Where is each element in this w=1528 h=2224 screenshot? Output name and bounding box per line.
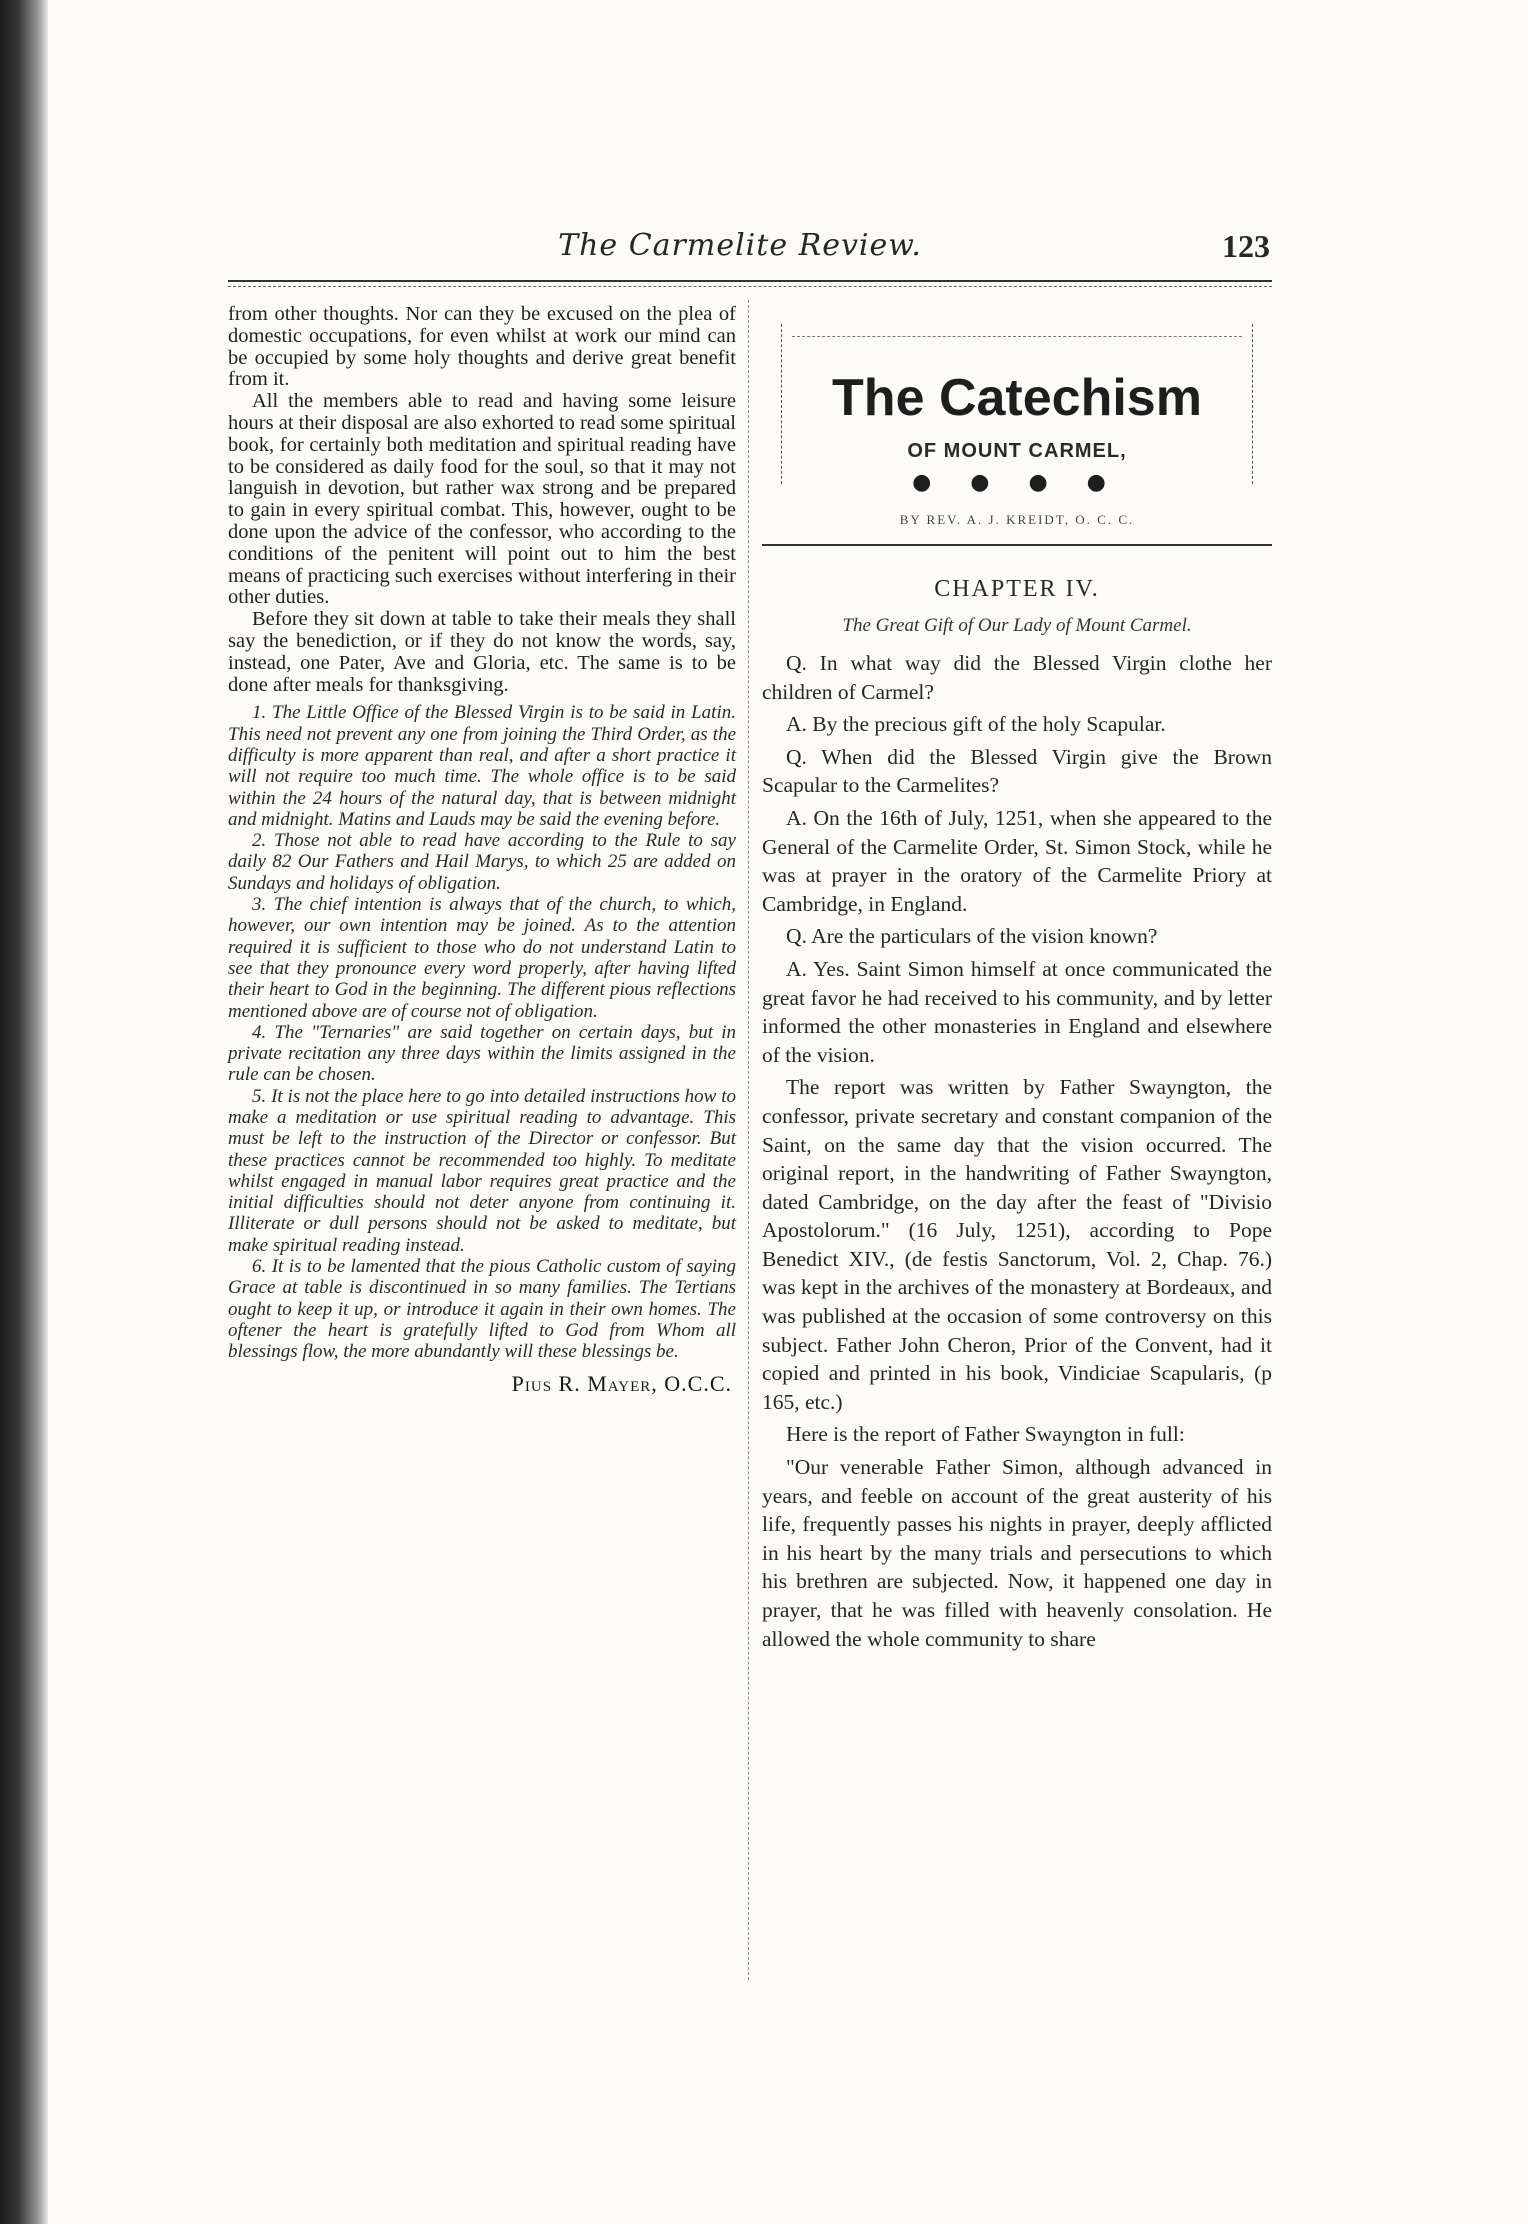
answer: A. Yes. Saint Simon himself at once communicated the great favor he had received to his community, and by letter informed the other monasteries in England and elsewhere of the vision. [762,956,1272,1067]
chapter-heading: CHAPTER IV. [934,576,1100,602]
ornament-dots: ● ● ● ● [912,470,1122,495]
body-paragraph: from other thoughts. Nor can they be excused on the plea of domestic occupations, for even whilst at work our mind can be occupied by some holy thoughts and derive great benefit from it. [228,303,736,391]
question: Q. Are the particulars of the vision known? [786,924,1158,949]
header-rule [228,280,1272,282]
chapter-subtitle: The Great Gift of Our Lady of Mount Carmel. [842,615,1192,636]
body-paragraph: Before they sit down at table to take their meals they shall say the benediction, or if they do not know the words, say, instead, one Pater, Ave and Gloria, etc. The same is to be done after meals for thanksgiving. [228,608,736,696]
quoted-report: "Our venerable Father Simon, although advanced in years, and feeble on account of the great austerity of his life, frequently passes his nights in prayer, deeply afflicted in his heart by the many trials and persecutions to which his brethren are subjected. Now, it happened one day in prayer, that he was filled with heavenly consolation. He allowed the whole community to share [762,1455,1272,1651]
answer: A. On the 16th of July, 1251, when she appeared to the General of the Carmelite Order, St. Simon Stock, while he was at prayer in the oratory of the Carmelite Priory at Cambridge, in England. [762,805,1272,916]
footnotes [228,702,736,1362]
header-rule-dashed [228,286,1272,287]
body-paragraph: The report was written by Father Swayngton, the confessor, private secretary and constant companion of the Saint, on the same day that the vision occurred. The original report, in the handwriting of Father Swayngton, dated Cambridge, on the day after the feast of "Divisio Apostolorum." (16 July, 1251), according to Pope Benedict XIV., (de festis Sanctorum, Vol. 2, Chap. 76.) was kept in the archives of the monastery at Bordeaux, and was published at the occasion of some controversy on this subject. Father John Cheron, Prior of the Convent, had it copied and printed in his book, Vindiciae Scapularis, (p 165, etc.) [762,1075,1272,1414]
byline-rule [762,544,1272,546]
body-paragraph: All the members able to read and having some leisure hours at their disposal are also exhorted to read some spiritual book, for certainly both meditation and spiritual reading have to be considered as daily food for the soul, so that it may not languish in devotion, but rather wax strong and be prepared to gain in every spiritual combat. This, however, ought to be done upon the advice of the confessor, who according to the conditions of the penitent will point out to him the best means of practicing such exercises without interfering in their other duties. [228,390,736,609]
right-column [762,304,1272,1657]
byline: BY REV. A. J. KREIDT, O. C. C. [899,512,1135,527]
page-number: 123 [1222,228,1270,264]
footnote: 6. It is to be lamented that the pious Catholic custom of saying Grace at table is discontinued in so many families. The Tertians ought to keep it up, or introduce it again in their own homes. The oftener the heart is gratefully lifted to God from Whom all blessings flow, the more abundantly will these blessings be. [228,1256,736,1363]
article-title-box [781,324,1253,495]
footnote: 1. The Little Office of the Blessed Virgin is to be said in Latin. This need not prevent any one from joining the Third Order, as the difficulty is more apparent than real, and after a short practice it will not require too much time. The whole office is to be said within the 24 hours of the natural day, that is between midnight and midnight. Matins and Lauds may be said the evening before. [228,702,736,830]
author-signature: Pius R. Mayer, O.C.C. [511,1370,732,1396]
column-divider [748,300,749,1980]
running-head [230,228,1270,268]
footnote: 4. The "Ternaries" are said together on certain days, but in private recitation any three days within the limits assigned in the rule can be chosen. [228,1021,736,1086]
article-title: The Catechism [832,369,1202,427]
question: Q. When did the Blessed Virgin give the Brown Scapular to the Carmelites? [762,744,1272,798]
catechism-body [762,649,1272,1653]
article-subtitle: OF MOUNT CARMEL, [907,440,1127,462]
footnote: 2. Those not able to read have according to the Rule to say daily 82 Our Fathers and Hail Marys, to which 25 are added on Sundays and holidays of obligation. [228,830,736,894]
left-column [228,304,736,1394]
body-paragraph: Here is the report of Father Swayngton in full: [786,1422,1185,1447]
footnote: 5. It is not the place here to go into detailed instructions how to make a meditation or use spiritual reading to advantage. This must be left to the instruction of the Director or confessor. But these practices cannot be recommended too highly. To meditate whilst engaged in manual labor requires great practice and the initial difficulties should not deter anyone from continuing it. Illiterate or dull persons should not be asked to meditate, but make spiritual reading instead. [228,1085,736,1256]
question: Q. In what way did the Blessed Virgin clothe her children of Carmel? [762,651,1272,704]
running-title: The Carmelite Review. [558,228,922,263]
footnote: 3. The chief intention is always that of the church, to which, however, our own intention may be joined. As to the attention required it is sufficient to those who do not understand Latin to see that they pronounce every word properly, after having lifted their heart to God in the beginning. The different pious reflections mentioned above are of course not of obligation. [228,894,736,1022]
answer: A. By the precious gift of the holy Scapular. [786,712,1166,737]
title-frame-rule [792,336,1242,337]
